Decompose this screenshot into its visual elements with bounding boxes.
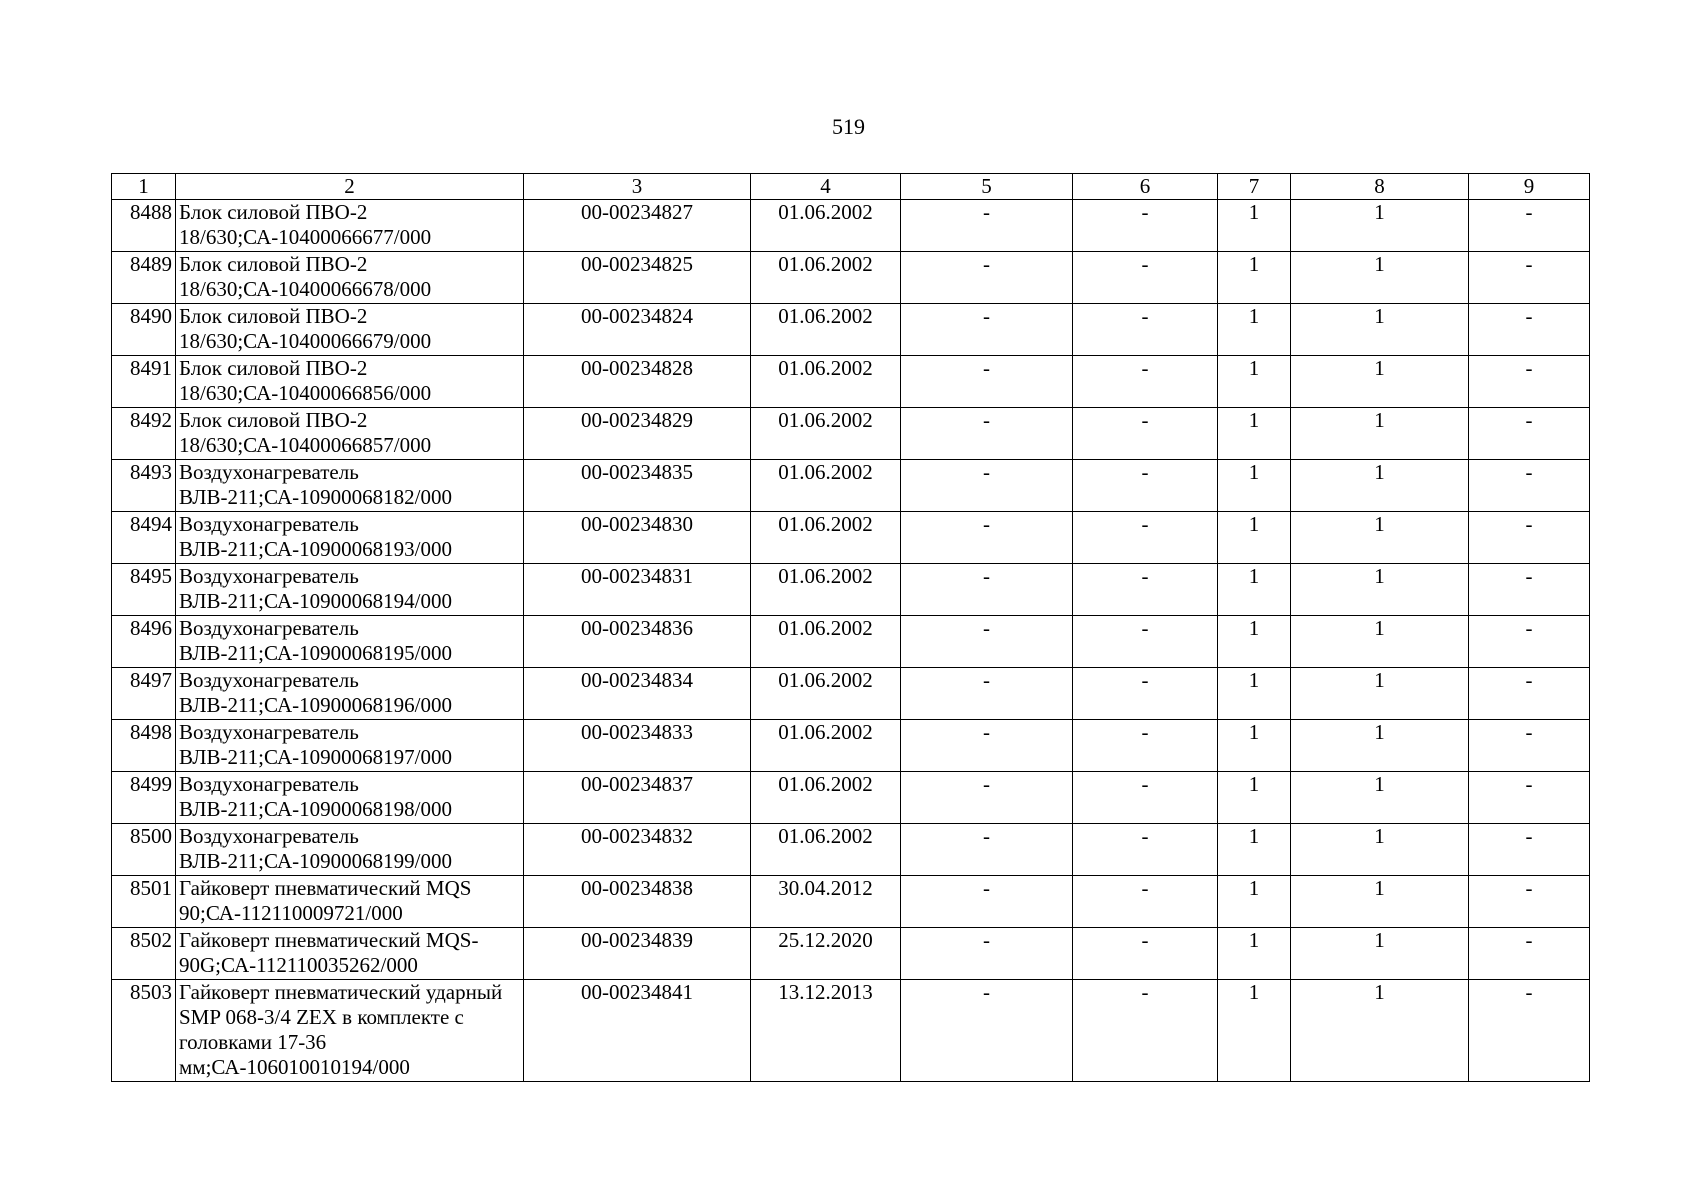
column-9-cell: - [1469, 928, 1590, 980]
column-8-cell: 1 [1291, 668, 1469, 720]
column-9-cell: - [1469, 304, 1590, 356]
column-5-cell: - [901, 720, 1073, 772]
column-header: 1 [112, 174, 176, 200]
column-8-cell: 1 [1291, 304, 1469, 356]
table-row [112, 200, 1590, 252]
column-5-cell: - [901, 304, 1073, 356]
item-name-cell: Воздухонагреватель ВЛВ-211;СА-10900068195/000 [176, 616, 524, 668]
table-row [112, 460, 1590, 512]
column-9-cell: - [1469, 824, 1590, 876]
item-name-cell: Блок силовой ПВО-2 18/630;СА-10400066677/000 [176, 200, 524, 252]
table-row [112, 564, 1590, 616]
column-5-cell: - [901, 772, 1073, 824]
inventory-code-cell: 00-00234829 [524, 408, 751, 460]
column-6-cell: - [1073, 564, 1218, 616]
column-5-cell: - [901, 980, 1073, 1082]
column-6-cell: - [1073, 356, 1218, 408]
column-7-cell: 1 [1218, 668, 1291, 720]
date-cell: 01.06.2002 [751, 408, 901, 460]
date-cell: 01.06.2002 [751, 824, 901, 876]
column-8-cell: 1 [1291, 356, 1469, 408]
column-6-cell: - [1073, 200, 1218, 252]
table-row [112, 720, 1590, 772]
row-number-cell: 8497 [112, 668, 176, 720]
inventory-table [111, 173, 1590, 1082]
item-name-cell: Гайковерт пневматический ударный SMP 068-3/4 ZEX в комплекте с головками 17-36 мм;СА-106010010194/000 [176, 980, 524, 1082]
table-row [112, 928, 1590, 980]
row-number-cell: 8493 [112, 460, 176, 512]
date-cell: 30.04.2012 [751, 876, 901, 928]
column-5-cell: - [901, 356, 1073, 408]
table-row [112, 512, 1590, 564]
row-number-cell: 8498 [112, 720, 176, 772]
date-cell: 01.06.2002 [751, 252, 901, 304]
inventory-code-cell: 00-00234830 [524, 512, 751, 564]
column-7-cell: 1 [1218, 824, 1291, 876]
inventory-code-cell: 00-00234838 [524, 876, 751, 928]
column-6-cell: - [1073, 824, 1218, 876]
inventory-code-cell: 00-00234834 [524, 668, 751, 720]
column-6-cell: - [1073, 876, 1218, 928]
page-number: 519 [832, 114, 865, 139]
column-8-cell: 1 [1291, 824, 1469, 876]
column-header: 5 [901, 174, 1073, 200]
column-6-cell: - [1073, 512, 1218, 564]
date-cell: 25.12.2020 [751, 928, 901, 980]
table-row [112, 356, 1590, 408]
column-7-cell: 1 [1218, 200, 1291, 252]
column-header: 3 [524, 174, 751, 200]
column-6-cell: - [1073, 668, 1218, 720]
column-6-cell: - [1073, 252, 1218, 304]
column-9-cell: - [1469, 252, 1590, 304]
inventory-code-cell: 00-00234828 [524, 356, 751, 408]
column-6-cell: - [1073, 928, 1218, 980]
column-5-cell: - [901, 668, 1073, 720]
column-9-cell: - [1469, 512, 1590, 564]
date-cell: 01.06.2002 [751, 356, 901, 408]
column-5-cell: - [901, 460, 1073, 512]
column-8-cell: 1 [1291, 616, 1469, 668]
column-6-cell: - [1073, 980, 1218, 1082]
row-number-cell: 8494 [112, 512, 176, 564]
column-5-cell: - [901, 252, 1073, 304]
column-7-cell: 1 [1218, 876, 1291, 928]
inventory-code-cell: 00-00234832 [524, 824, 751, 876]
row-number-cell: 8488 [112, 200, 176, 252]
column-5-cell: - [901, 200, 1073, 252]
row-number-cell: 8502 [112, 928, 176, 980]
column-7-cell: 1 [1218, 720, 1291, 772]
column-header: 9 [1469, 174, 1590, 200]
table-row [112, 980, 1590, 1082]
date-cell: 01.06.2002 [751, 668, 901, 720]
column-5-cell: - [901, 824, 1073, 876]
date-cell: 01.06.2002 [751, 304, 901, 356]
item-name-cell: Гайковерт пневматический MQS-90G;СА-112110035262/000 [176, 928, 524, 980]
column-8-cell: 1 [1291, 408, 1469, 460]
item-name-cell: Воздухонагреватель ВЛВ-211;СА-10900068198/000 [176, 772, 524, 824]
column-6-cell: - [1073, 616, 1218, 668]
item-name-cell: Воздухонагреватель ВЛВ-211;СА-10900068182/000 [176, 460, 524, 512]
column-6-cell: - [1073, 720, 1218, 772]
item-name-cell: Блок силовой ПВО-2 18/630;СА-10400066678/000 [176, 252, 524, 304]
inventory-code-cell: 00-00234833 [524, 720, 751, 772]
inventory-code-cell: 00-00234835 [524, 460, 751, 512]
column-9-cell: - [1469, 772, 1590, 824]
item-name-cell: Воздухонагреватель ВЛВ-211;СА-10900068197/000 [176, 720, 524, 772]
date-cell: 01.06.2002 [751, 772, 901, 824]
column-7-cell: 1 [1218, 356, 1291, 408]
column-9-cell: - [1469, 876, 1590, 928]
column-9-cell: - [1469, 408, 1590, 460]
column-7-cell: 1 [1218, 252, 1291, 304]
column-8-cell: 1 [1291, 200, 1469, 252]
date-cell: 01.06.2002 [751, 512, 901, 564]
column-9-cell: - [1469, 356, 1590, 408]
column-9-cell: - [1469, 668, 1590, 720]
column-header: 6 [1073, 174, 1218, 200]
table-row [112, 304, 1590, 356]
column-8-cell: 1 [1291, 252, 1469, 304]
column-5-cell: - [901, 408, 1073, 460]
column-7-cell: 1 [1218, 928, 1291, 980]
column-8-cell: 1 [1291, 720, 1469, 772]
column-5-cell: - [901, 876, 1073, 928]
column-8-cell: 1 [1291, 772, 1469, 824]
row-number-cell: 8490 [112, 304, 176, 356]
column-7-cell: 1 [1218, 772, 1291, 824]
item-name-cell: Блок силовой ПВО-2 18/630;СА-10400066679/000 [176, 304, 524, 356]
column-9-cell: - [1469, 616, 1590, 668]
date-cell: 13.12.2013 [751, 980, 901, 1082]
column-6-cell: - [1073, 304, 1218, 356]
row-number-cell: 8492 [112, 408, 176, 460]
column-6-cell: - [1073, 772, 1218, 824]
table-row [112, 824, 1590, 876]
date-cell: 01.06.2002 [751, 564, 901, 616]
column-5-cell: - [901, 512, 1073, 564]
column-9-cell: - [1469, 720, 1590, 772]
table-row [112, 876, 1590, 928]
column-8-cell: 1 [1291, 876, 1469, 928]
column-8-cell: 1 [1291, 928, 1469, 980]
inventory-code-cell: 00-00234824 [524, 304, 751, 356]
column-header: 7 [1218, 174, 1291, 200]
column-8-cell: 1 [1291, 460, 1469, 512]
row-number-cell: 8496 [112, 616, 176, 668]
column-8-cell: 1 [1291, 564, 1469, 616]
date-cell: 01.06.2002 [751, 616, 901, 668]
item-name-cell: Воздухонагреватель ВЛВ-211;СА-10900068193/000 [176, 512, 524, 564]
row-number-cell: 8503 [112, 980, 176, 1082]
table-row [112, 408, 1590, 460]
column-7-cell: 1 [1218, 460, 1291, 512]
date-cell: 01.06.2002 [751, 460, 901, 512]
column-7-cell: 1 [1218, 980, 1291, 1082]
item-name-cell: Воздухонагреватель ВЛВ-211;СА-10900068194/000 [176, 564, 524, 616]
column-9-cell: - [1469, 564, 1590, 616]
row-number-cell: 8489 [112, 252, 176, 304]
table-row [112, 668, 1590, 720]
column-9-cell: - [1469, 980, 1590, 1082]
inventory-code-cell: 00-00234839 [524, 928, 751, 980]
inventory-code-cell: 00-00234836 [524, 616, 751, 668]
column-header: 8 [1291, 174, 1469, 200]
column-6-cell: - [1073, 408, 1218, 460]
inventory-code-cell: 00-00234825 [524, 252, 751, 304]
row-number-cell: 8501 [112, 876, 176, 928]
date-cell: 01.06.2002 [751, 720, 901, 772]
column-header: 2 [176, 174, 524, 200]
column-8-cell: 1 [1291, 980, 1469, 1082]
column-6-cell: - [1073, 460, 1218, 512]
column-7-cell: 1 [1218, 564, 1291, 616]
table-row [112, 772, 1590, 824]
inventory-code-cell: 00-00234827 [524, 200, 751, 252]
row-number-cell: 8499 [112, 772, 176, 824]
column-7-cell: 1 [1218, 512, 1291, 564]
item-name-cell: Блок силовой ПВО-2 18/630;СА-10400066857/000 [176, 408, 524, 460]
item-name-cell: Воздухонагреватель ВЛВ-211;СА-10900068199/000 [176, 824, 524, 876]
column-7-cell: 1 [1218, 304, 1291, 356]
table-row [112, 252, 1590, 304]
item-name-cell: Гайковерт пневматический MQS 90;СА-112110009721/000 [176, 876, 524, 928]
row-number-cell: 8500 [112, 824, 176, 876]
column-header: 4 [751, 174, 901, 200]
column-8-cell: 1 [1291, 512, 1469, 564]
column-9-cell: - [1469, 460, 1590, 512]
item-name-cell: Блок силовой ПВО-2 18/630;СА-10400066856/000 [176, 356, 524, 408]
item-name-cell: Воздухонагреватель ВЛВ-211;СА-10900068196/000 [176, 668, 524, 720]
inventory-code-cell: 00-00234841 [524, 980, 751, 1082]
column-5-cell: - [901, 616, 1073, 668]
column-9-cell: - [1469, 200, 1590, 252]
column-5-cell: - [901, 928, 1073, 980]
row-number-cell: 8491 [112, 356, 176, 408]
table-row [112, 616, 1590, 668]
column-7-cell: 1 [1218, 408, 1291, 460]
column-7-cell: 1 [1218, 616, 1291, 668]
table-header-row [112, 174, 1590, 200]
inventory-code-cell: 00-00234837 [524, 772, 751, 824]
date-cell: 01.06.2002 [751, 200, 901, 252]
row-number-cell: 8495 [112, 564, 176, 616]
inventory-code-cell: 00-00234831 [524, 564, 751, 616]
column-5-cell: - [901, 564, 1073, 616]
